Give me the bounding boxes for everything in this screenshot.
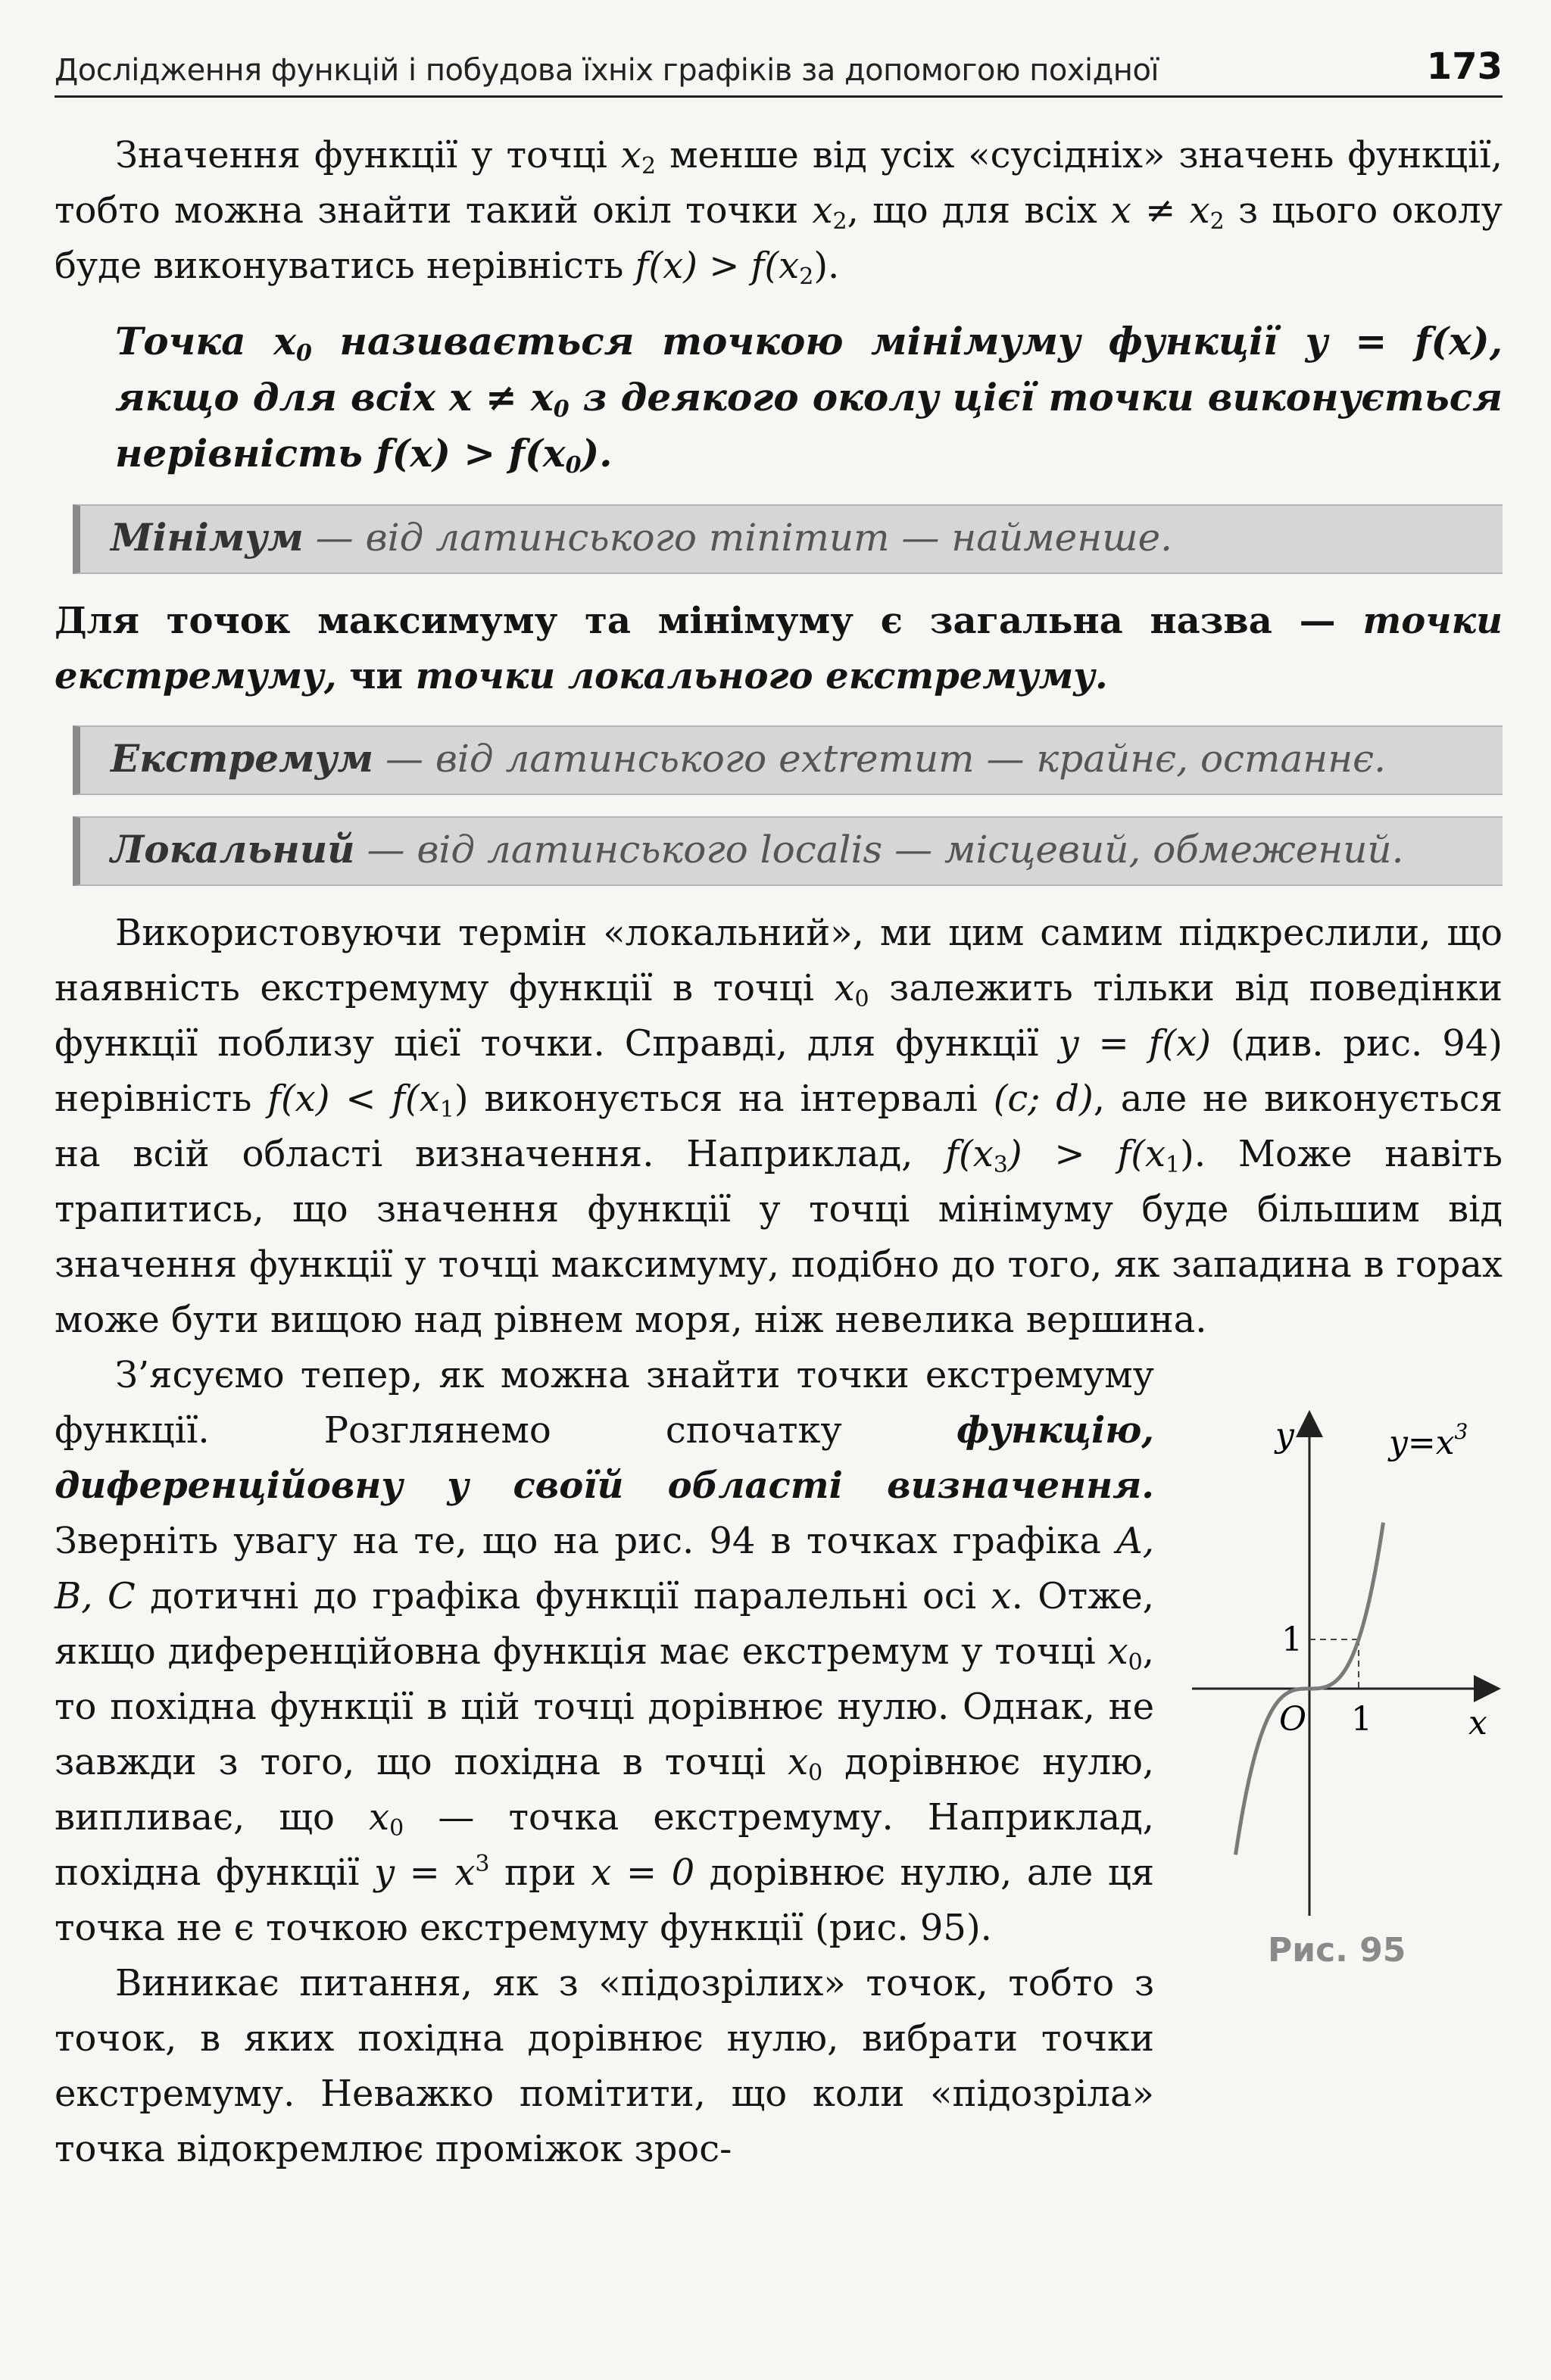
page bbox=[55, 45, 1503, 2177]
x-tick-label: 1 bbox=[1351, 1700, 1372, 1739]
note-minimum: Мінімум — від латинського minimum — найменше. bbox=[73, 504, 1503, 574]
y-tick-label: 1 bbox=[1281, 1620, 1303, 1659]
page-number: 173 bbox=[1426, 45, 1503, 88]
paragraph-find-extremum: З’ясуємо тепер, як можна знайти точки екстремуму функції. Розглянемо спочатку функцію, диференційовну у своїй області визначення. Зверніть увагу на те, що на рис. 94 в точках графіка A, B, C дотичні до графіка функції паралельні осі x. Отже, якщо диференційовна функція має екстремум у точці $x_0$, то похідна функції в цій точці дорівнює нулю. Однак, не завжди з того, що похідна в точці $x_0$ дорівнює нулю, випливає, що $x_0$ — точка екстремуму. Наприклад, похідна функції $y = x^3$ при x = 0 дорівнює нулю, але ця точка не є точкою екстремуму функції (рис. 95). bbox=[55, 1354, 1155, 1949]
y-axis-label: y bbox=[1275, 1416, 1294, 1455]
note-extremum: Екстремум — від латинського extremum — крайнє, останнє. bbox=[73, 725, 1503, 795]
paragraph-min-value: Значення функції у точці $x_2$ менше від усіх «сусідніх» значень функції, тобто можна знайти такий окіл точки $x_2$, що для всіх $x \ne x_2$ з цього околу буде виконуватись нерівність $f(x) > f(x_2)$. bbox=[55, 134, 1503, 290]
definition-minimum: Точка $x_0$ називається точкою мінімуму функції y = f(x), якщо для всіх $x \ne x_0$ з деякого околу цієї точки виконується нерівність $f(x) > f(x_0)$. bbox=[115, 319, 1503, 479]
running-title: Дослідження функцій і побудова їхніх графіків за допомогою похідної bbox=[55, 53, 1159, 88]
paragraph-local: Використовуючи термін «локальний», ми цим самим підкреслили, що наявність екстремуму функції в точці $x_0$ залежить тільки від поведінки функції поблизу цієї точки. Справді, для функції y = f(x) (див. рис. 94) нерівність $f(x) < f(x_1)$ виконується на інтервалі (c; d), але не виконується на всій області визначення. Наприклад, $f(x_3) > f(x_1)$. Може навіть трапитись, що значення функції у точці мінімуму буде більшим від значення функції у точці максимуму, подібно до того, як западина в горах може бути вищою над рівнем моря, ніж невелика вершина. bbox=[55, 912, 1503, 1341]
x-axis-label: x bbox=[1468, 1704, 1487, 1742]
curve-label: $y=x^3$ bbox=[1389, 1419, 1468, 1462]
origin-label: O bbox=[1279, 1700, 1307, 1739]
graph-cubic bbox=[1184, 1401, 1503, 1931]
note-local: Локальний — від латинського localis — місцевий, обмежений. bbox=[73, 816, 1503, 886]
paragraph-suspicious-points: Виникає питання, як з «підозрілих» точок, тобто з точок, в яких похідна дорівнює нулю, вибрати точки екстремуму. Неважко помітити, що коли «підозріла» точка відокремлює проміжок зрос- bbox=[55, 1962, 1154, 2170]
figure-95 bbox=[1184, 1401, 1503, 2067]
figure-caption: Рис. 95 bbox=[1268, 1931, 1406, 1970]
paragraph-extremum-name: Для точок максимуму та мінімуму є загальна назва — точки екстремуму, чи точки локального екстремуму. bbox=[55, 600, 1503, 697]
page-header bbox=[55, 45, 1503, 98]
